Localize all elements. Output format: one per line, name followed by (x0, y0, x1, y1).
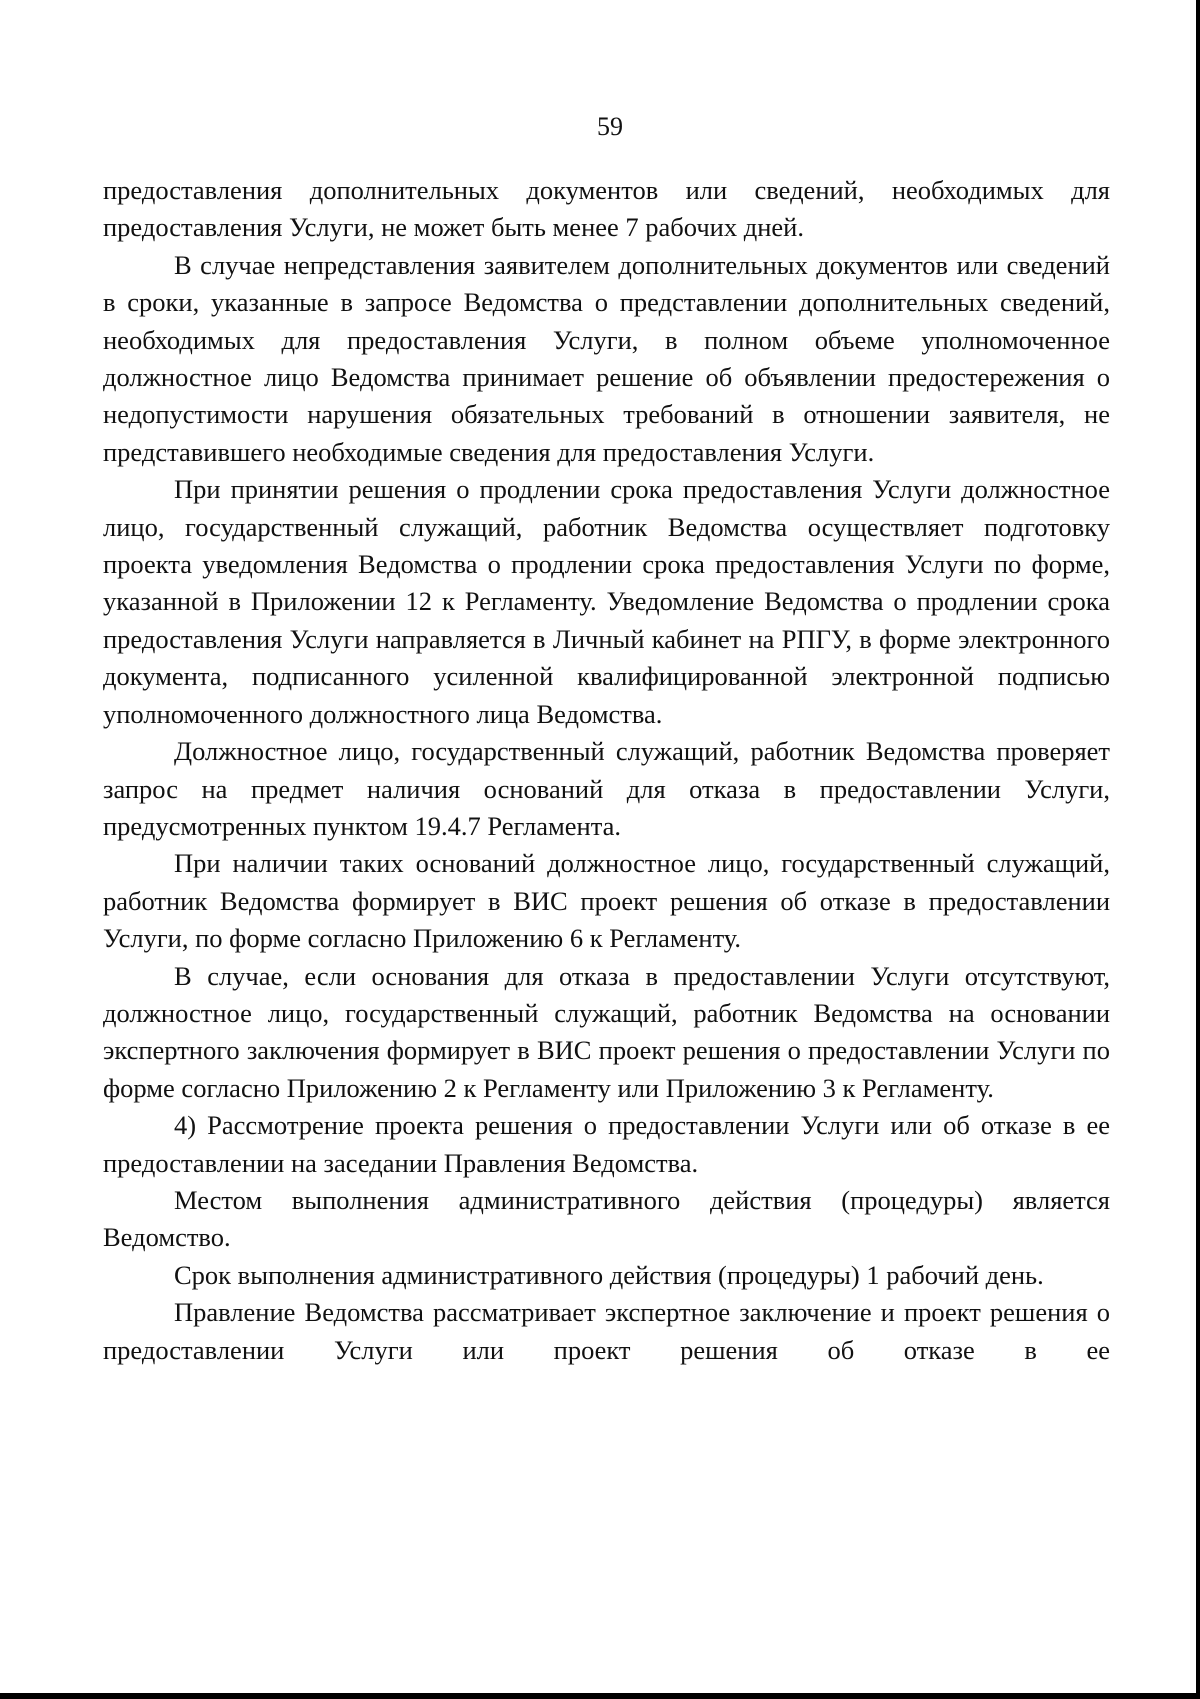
paragraph: При наличии таких оснований должностное лицо, государственный служащий, работник Ведомства формирует в ВИС проект решения об отказе в предоставлении Услуги, по форме согласно Приложению 6 к Регламенту. (103, 848, 1110, 954)
paragraph: Срок выполнения административного действия (процедуры) 1 рабочий день. (174, 1259, 1044, 1290)
paragraph: В случае непредставления заявителем дополнительных документов или сведений в сроки, указанные в запросе Ведомства о представлении дополнительных сведений, необходимых для предоставления Услуги, в полном объеме уполномоченное должностное лицо Ведомства принимает решение об объявлении предостережения о недопустимости нарушения обязательных требований в отношении заявителя, не представившего необходимые сведения для предоставления Услуги. (103, 249, 1110, 467)
body-text (103, 172, 1110, 1369)
paragraph: Должностное лицо, государственный служащий, работник Ведомства проверяет запрос на предмет наличия оснований для отказа в предоставлении Услуги, предусмотренных пунктом 19.4.7 Регламента. (103, 736, 1110, 841)
paragraph-continuation: предоставления дополнительных документов или сведений, необходимых для предоставления Услуги, не может быть менее 7 рабочих дней. (103, 175, 1110, 243)
paragraph: Местом выполнения административного действия (процедуры) является Ведомство. (103, 1184, 1110, 1253)
paragraph: При принятии решения о продлении срока предоставления Услуги должностное лицо, государственный служащий, работник Ведомства осуществляет подготовку проекта уведомления Ведомства о продлении срока предоставления Услуги по форме, указанной в Приложении 12 к Регламенту. Уведомление Ведомства о продлении срока предоставления Услуги направляется в Личный кабинет на РПГУ, в форме электронного документа, подписанного усиленной квалифицированной электронной подписью уполномоченного должностного лица Ведомства. (103, 474, 1110, 729)
page-number: 59 (597, 112, 623, 141)
scan-edge-bottom (0, 1693, 1200, 1699)
paragraph-last: Правление Ведомства рассматривает экспертное заключение и проект решения о предоставлении Услуги или проект решения об отказе в ее (103, 1297, 1110, 1365)
paragraph: В случае, если основания для отказа в предоставлении Услуги отсутствуют, должностное лицо, государственный служащий, работник Ведомства на основании экспертного заключения формирует в ВИС проект решения о предоставлении Услуги по форме согласно Приложению 2 к Регламенту или Приложению 3 к Регламенту. (103, 960, 1110, 1103)
scan-edge-right (1196, 0, 1200, 1699)
paragraph-item-4: 4) Рассмотрение проекта решения о предоставлении Услуги или об отказе в ее предоставлении на заседании Правления Ведомства. (103, 1110, 1110, 1178)
